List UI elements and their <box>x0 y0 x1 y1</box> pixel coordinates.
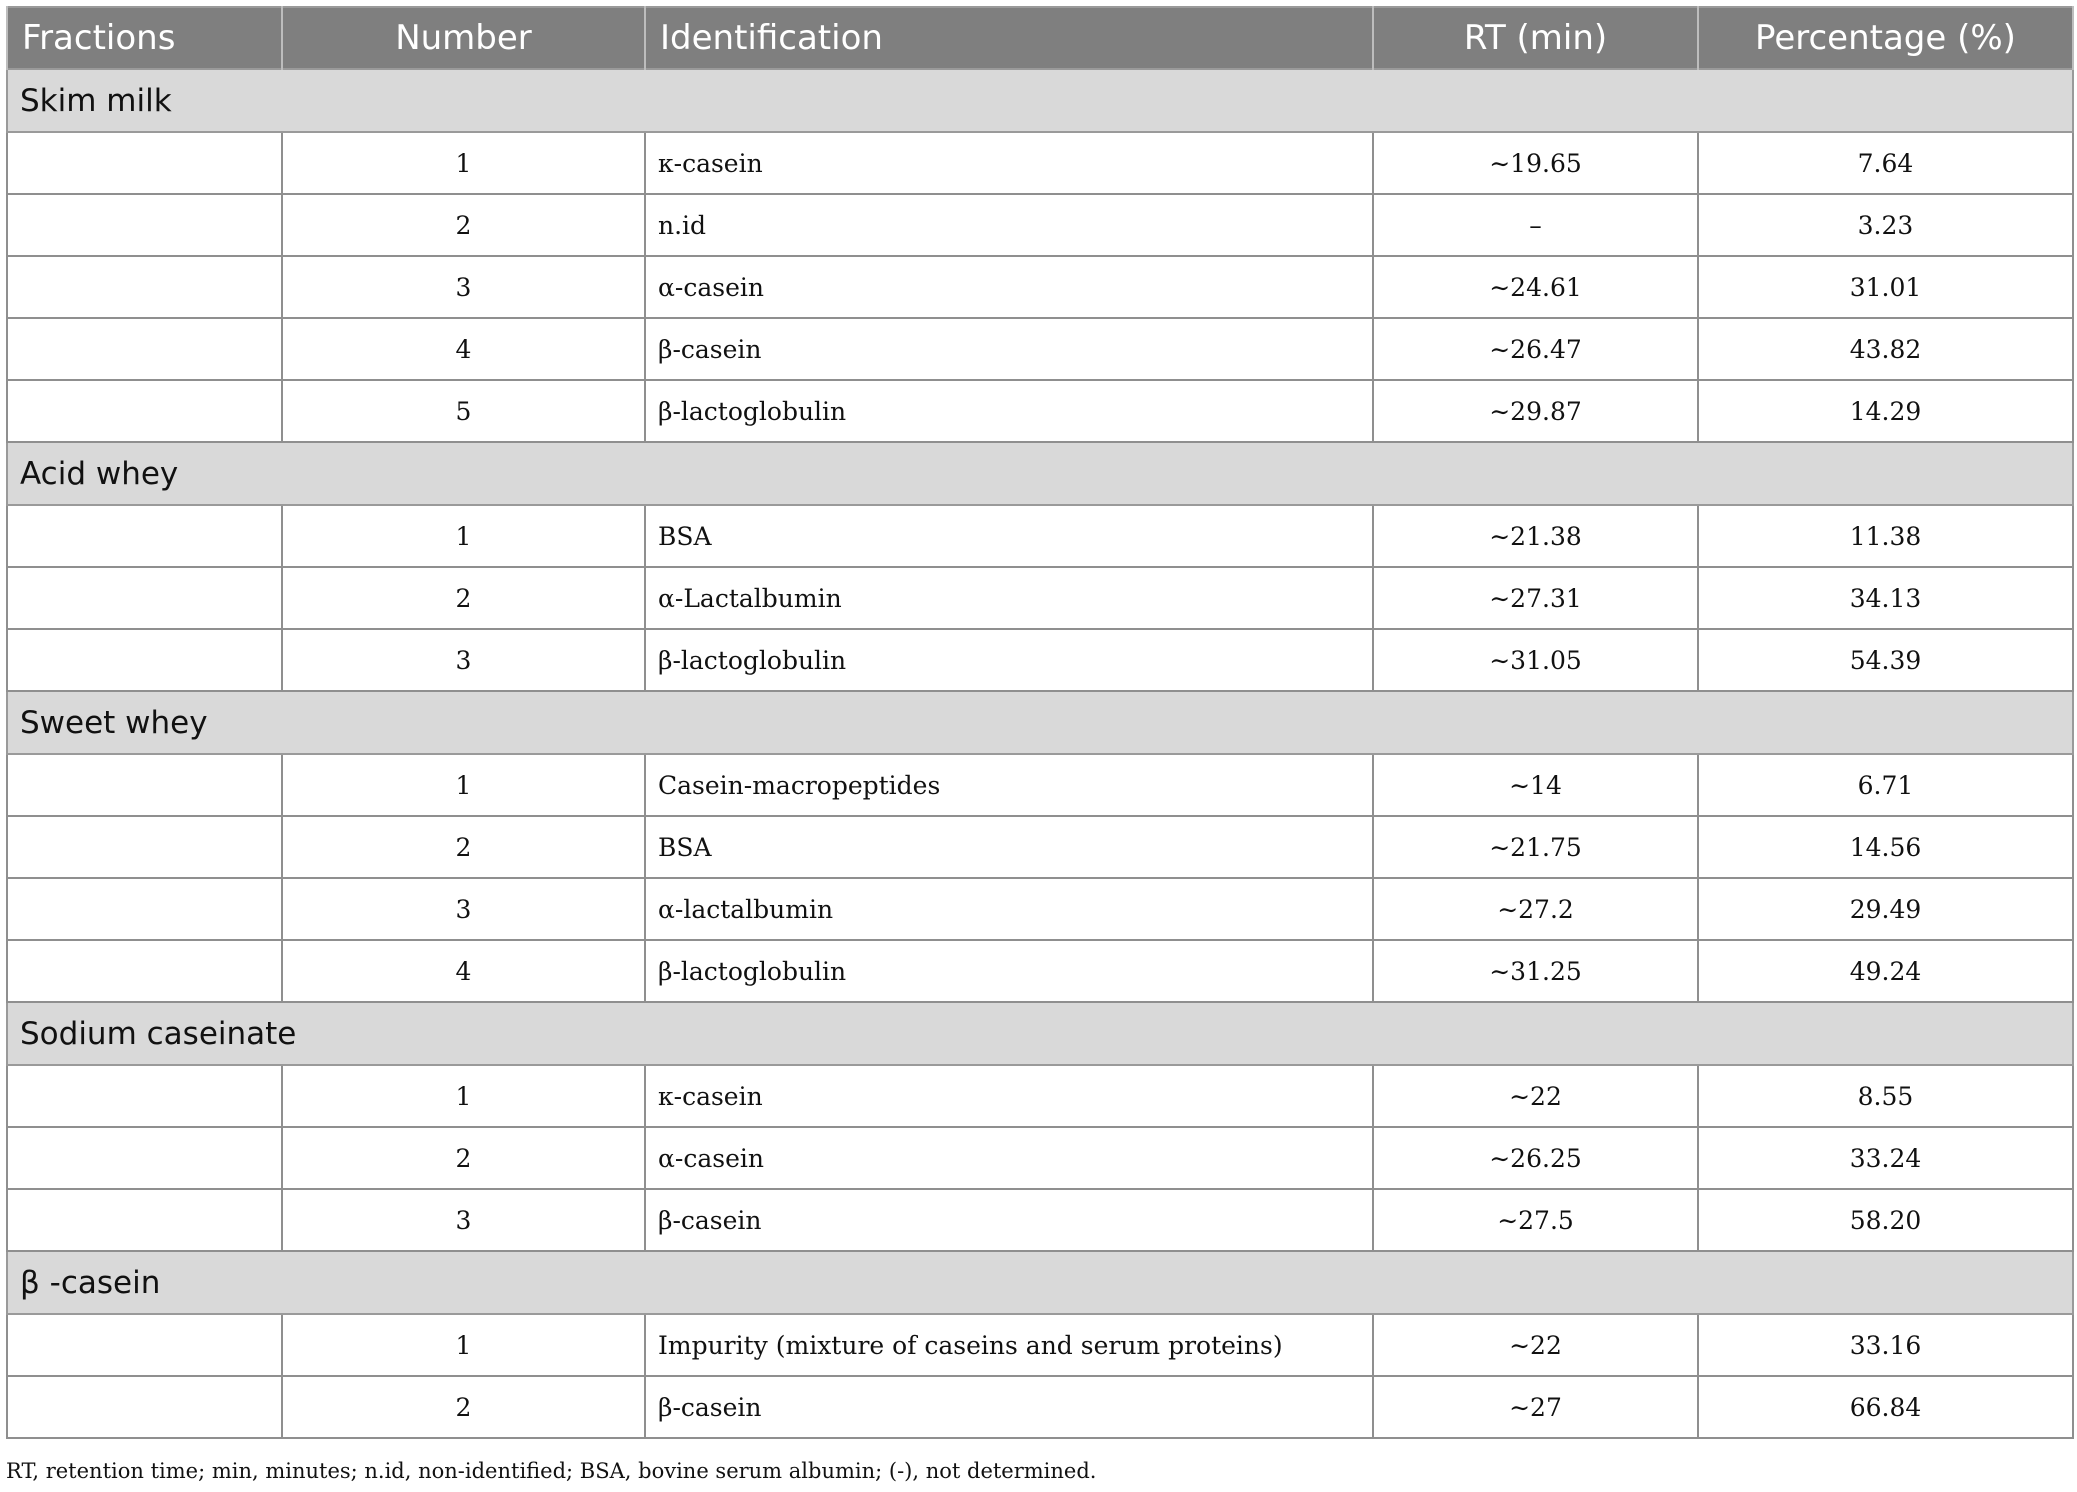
table-row <box>7 1314 2073 1376</box>
cell-percentage: 14.29 <box>1698 380 2073 442</box>
cell-rt: ∼21.75 <box>1373 816 1698 878</box>
table-row <box>7 380 2073 442</box>
cell-identification: κ-casein <box>645 132 1373 194</box>
table-row <box>7 505 2073 567</box>
header-number: Number <box>282 7 645 69</box>
cell-rt: ∼27 <box>1373 1376 1698 1438</box>
table-row <box>7 318 2073 380</box>
cell-percentage: 3.23 <box>1698 194 2073 256</box>
table-footnote: RT, retention time; min, minutes; n.id, non-identified; BSA, bovine serum albumin; (-), not determined. <box>6 1459 1097 1483</box>
group-header-row <box>7 1002 2073 1065</box>
table-row <box>7 1189 2073 1251</box>
cell-fraction <box>7 878 282 940</box>
group-header-row <box>7 69 2073 132</box>
cell-number: 1 <box>282 1314 645 1376</box>
cell-number: 3 <box>282 1189 645 1251</box>
cell-percentage: 66.84 <box>1698 1376 2073 1438</box>
cell-number: 3 <box>282 629 645 691</box>
cell-identification: BSA <box>645 505 1373 567</box>
fractions-table <box>6 6 2074 1439</box>
cell-fraction <box>7 194 282 256</box>
cell-percentage: 29.49 <box>1698 878 2073 940</box>
cell-fraction <box>7 256 282 318</box>
cell-number: 2 <box>282 1376 645 1438</box>
cell-number: 4 <box>282 318 645 380</box>
cell-rt: ∼27.31 <box>1373 567 1698 629</box>
group-header-row <box>7 442 2073 505</box>
cell-percentage: 8.55 <box>1698 1065 2073 1127</box>
cell-fraction <box>7 754 282 816</box>
group-label: Sweet whey <box>7 691 2073 754</box>
cell-number: 1 <box>282 1065 645 1127</box>
header-identification: Identification <box>645 7 1373 69</box>
table-body <box>7 69 2073 1438</box>
cell-number: 4 <box>282 940 645 1002</box>
table-row <box>7 754 2073 816</box>
cell-fraction <box>7 629 282 691</box>
group-label: Acid whey <box>7 442 2073 505</box>
cell-percentage: 11.38 <box>1698 505 2073 567</box>
cell-identification: α-casein <box>645 256 1373 318</box>
header-percentage: Percentage (%) <box>1698 7 2073 69</box>
cell-identification: Impurity (mixture of caseins and serum proteins) <box>645 1314 1373 1376</box>
cell-identification: κ-casein <box>645 1065 1373 1127</box>
cell-percentage: 54.39 <box>1698 629 2073 691</box>
cell-rt: ∼27.5 <box>1373 1189 1698 1251</box>
cell-percentage: 49.24 <box>1698 940 2073 1002</box>
header-row <box>7 7 2073 69</box>
cell-number: 2 <box>282 1127 645 1189</box>
table-row <box>7 940 2073 1002</box>
cell-identification: β-casein <box>645 1189 1373 1251</box>
cell-fraction <box>7 1065 282 1127</box>
cell-rt: ∼27.2 <box>1373 878 1698 940</box>
cell-rt: – <box>1373 194 1698 256</box>
table-container <box>6 6 2072 1439</box>
cell-percentage: 31.01 <box>1698 256 2073 318</box>
table-row <box>7 1376 2073 1438</box>
group-label: Skim milk <box>7 69 2073 132</box>
group-label: Sodium caseinate <box>7 1002 2073 1065</box>
cell-identification: β-lactoglobulin <box>645 629 1373 691</box>
cell-fraction <box>7 132 282 194</box>
table-row <box>7 816 2073 878</box>
cell-percentage: 14.56 <box>1698 816 2073 878</box>
cell-rt: ∼29.87 <box>1373 380 1698 442</box>
cell-fraction <box>7 1189 282 1251</box>
cell-percentage: 58.20 <box>1698 1189 2073 1251</box>
cell-fraction <box>7 318 282 380</box>
cell-number: 1 <box>282 505 645 567</box>
cell-identification: α-Lactalbumin <box>645 567 1373 629</box>
cell-fraction <box>7 1314 282 1376</box>
cell-rt: ∼21.38 <box>1373 505 1698 567</box>
cell-identification: β-casein <box>645 318 1373 380</box>
cell-rt: ∼22 <box>1373 1314 1698 1376</box>
group-header-row <box>7 1251 2073 1314</box>
header-fractions: Fractions <box>7 7 282 69</box>
cell-rt: ∼14 <box>1373 754 1698 816</box>
cell-rt: ∼26.47 <box>1373 318 1698 380</box>
table-row <box>7 629 2073 691</box>
cell-rt: ∼19.65 <box>1373 132 1698 194</box>
cell-identification: Casein-macropeptides <box>645 754 1373 816</box>
cell-number: 2 <box>282 194 645 256</box>
cell-identification: β-casein <box>645 1376 1373 1438</box>
cell-percentage: 33.24 <box>1698 1127 2073 1189</box>
cell-fraction <box>7 940 282 1002</box>
table-row <box>7 1127 2073 1189</box>
table-row <box>7 567 2073 629</box>
group-header-row <box>7 691 2073 754</box>
cell-identification: n.id <box>645 194 1373 256</box>
cell-rt: ∼26.25 <box>1373 1127 1698 1189</box>
cell-rt: ∼31.05 <box>1373 629 1698 691</box>
cell-identification: α-lactalbumin <box>645 878 1373 940</box>
cell-number: 1 <box>282 132 645 194</box>
cell-fraction <box>7 505 282 567</box>
cell-number: 5 <box>282 380 645 442</box>
cell-identification: β-lactoglobulin <box>645 380 1373 442</box>
cell-fraction <box>7 1127 282 1189</box>
cell-percentage: 33.16 <box>1698 1314 2073 1376</box>
table-row <box>7 132 2073 194</box>
cell-identification: α-casein <box>645 1127 1373 1189</box>
cell-percentage: 7.64 <box>1698 132 2073 194</box>
cell-fraction <box>7 1376 282 1438</box>
cell-identification: BSA <box>645 816 1373 878</box>
cell-number: 2 <box>282 816 645 878</box>
cell-number: 3 <box>282 256 645 318</box>
cell-number: 3 <box>282 878 645 940</box>
cell-percentage: 34.13 <box>1698 567 2073 629</box>
table-row <box>7 1065 2073 1127</box>
cell-rt: ∼22 <box>1373 1065 1698 1127</box>
cell-percentage: 6.71 <box>1698 754 2073 816</box>
cell-number: 1 <box>282 754 645 816</box>
cell-fraction <box>7 816 282 878</box>
table-row <box>7 878 2073 940</box>
header-rt: RT (min) <box>1373 7 1698 69</box>
cell-identification: β-lactoglobulin <box>645 940 1373 1002</box>
cell-number: 2 <box>282 567 645 629</box>
table-row <box>7 256 2073 318</box>
group-label: β -casein <box>7 1251 2073 1314</box>
cell-fraction <box>7 380 282 442</box>
cell-fraction <box>7 567 282 629</box>
cell-rt: ∼24.61 <box>1373 256 1698 318</box>
cell-rt: ∼31.25 <box>1373 940 1698 1002</box>
cell-percentage: 43.82 <box>1698 318 2073 380</box>
table-row <box>7 194 2073 256</box>
